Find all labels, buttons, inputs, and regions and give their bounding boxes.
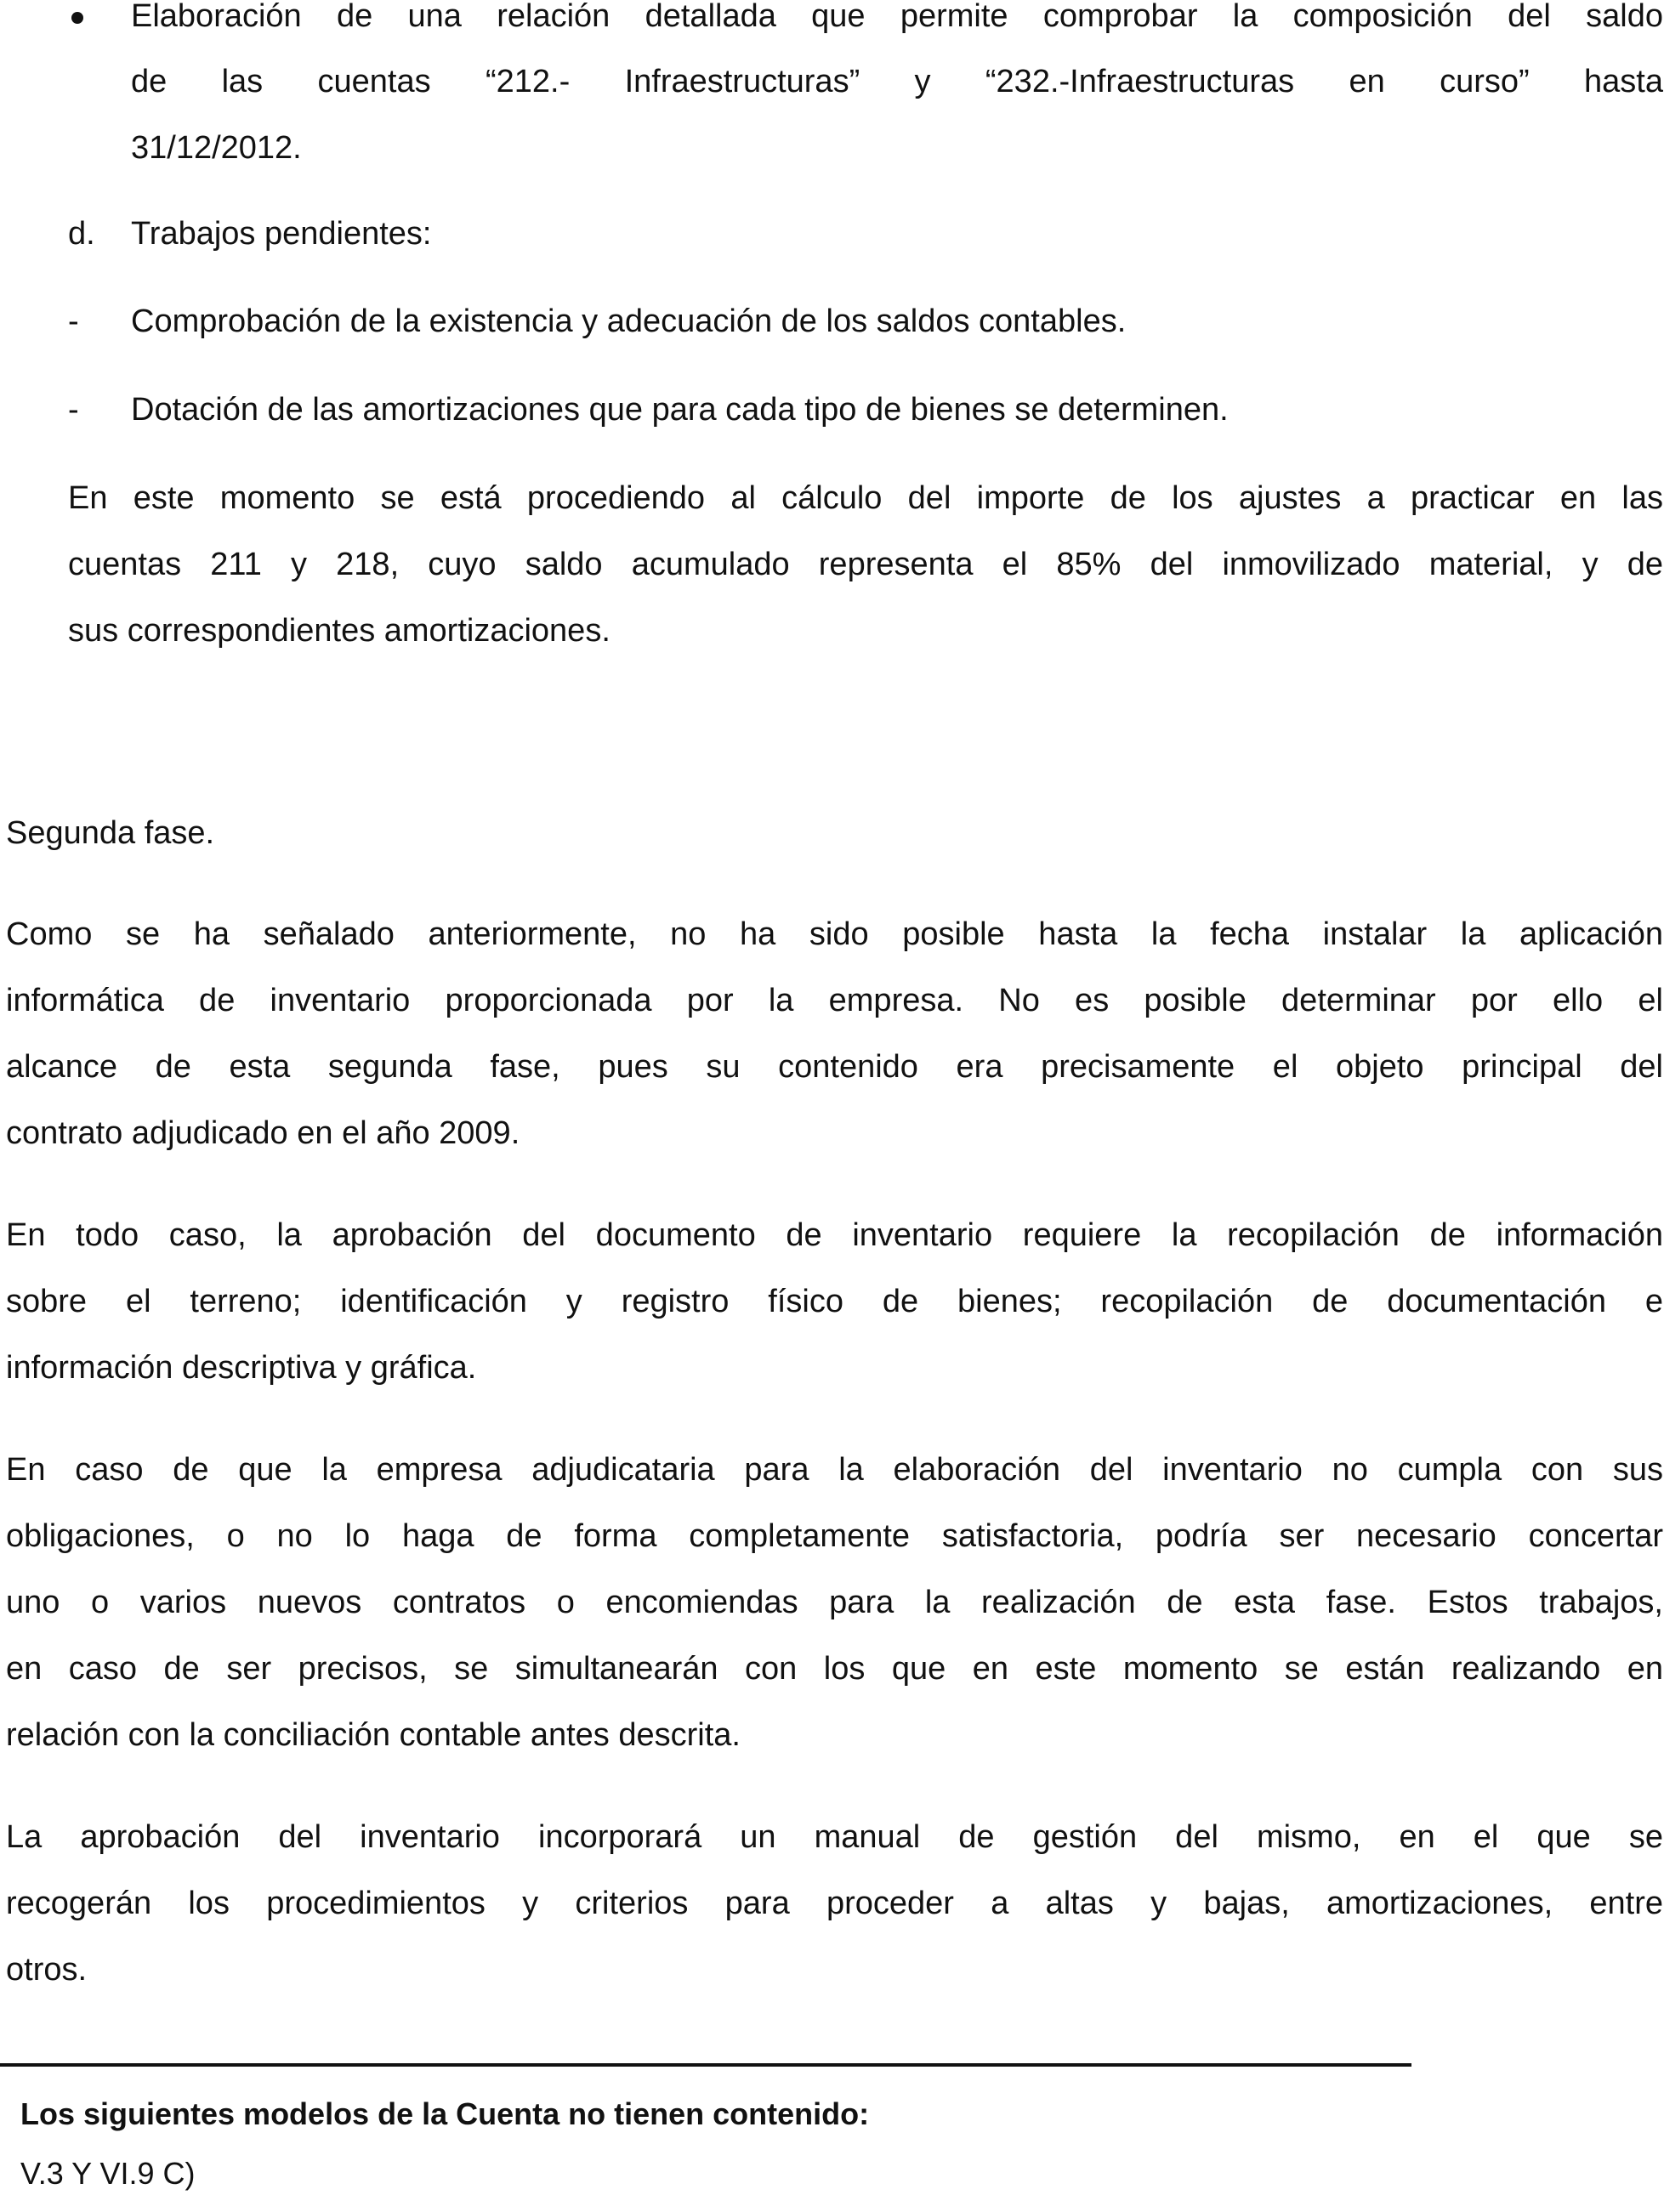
list-item-d-text: Trabajos pendientes: <box>131 216 432 252</box>
list-marker-d: d. <box>68 216 95 252</box>
dash-item-1: Comprobación de la existencia y adecuación de los saldos contables. <box>131 303 1127 339</box>
paragraph-line: otros. <box>6 1952 88 1988</box>
paragraph-line: alcance de esta segunda fase, pues su contenido era precisamente el objeto principal del <box>6 1049 1663 1085</box>
paragraph-line: informática de inventario proporcionada por la empresa. No es posible determinar por ello el <box>6 983 1663 1018</box>
paragraph-line: obligaciones, o no lo haga de forma completamente satisfactoria, podría ser necesario concertar <box>6 1518 1663 1554</box>
paragraph-line: cuentas 211 y 218, cuyo saldo acumulado representa el 85% del inmovilizado material, y de <box>68 547 1663 582</box>
bullet-line-2: de las cuentas “212.- Infraestructuras” y “232.-Infraestructuras en curso” hasta <box>131 64 1663 99</box>
bullet-icon <box>71 12 83 24</box>
paragraph-line: Como se ha señalado anteriormente, no ha sido posible hasta la fecha instalar la aplicación <box>6 916 1663 952</box>
paragraph-line: La aprobación del inventario incorporará un manual de gestión del mismo, en el que se <box>6 1819 1663 1855</box>
footer-divider <box>0 2063 1411 2067</box>
paragraph-line: sobre el terreno; identificación y registro físico de bienes; recopilación de documentación e <box>6 1284 1663 1319</box>
footer-models: V.3 Y VI.9 C) <box>20 2156 196 2191</box>
paragraph-line: uno o varios nuevos contratos o encomiendas para la realización de esta fase. Estos trabajos, <box>6 1585 1663 1620</box>
dash-item-2: Dotación de las amortizaciones que para cada tipo de bienes se determinen. <box>131 392 1229 428</box>
dash-marker: - <box>68 303 79 339</box>
paragraph-line: sus correspondientes amortizaciones. <box>68 613 611 649</box>
paragraph-line: recogerán los procedimientos y criterios para proceder a altas y bajas, amortizaciones, entre <box>6 1886 1663 1921</box>
paragraph-line: información descriptiva y gráfica. <box>6 1350 477 1386</box>
bullet-line-1: Elaboración de una relación detallada que permite comprobar la composición del saldo <box>131 0 1663 34</box>
bullet-line-3: 31/12/2012. <box>131 130 302 166</box>
paragraph-line: En todo caso, la aprobación del documento de inventario requiere la recopilación de información <box>6 1217 1663 1253</box>
paragraph-line: en caso de ser precisos, se simultanearán con los que en este momento se están realizando en <box>6 1651 1663 1687</box>
section-heading: Segunda fase. <box>6 815 215 851</box>
footer-bold-note: Los siguientes modelos de la Cuenta no tienen contenido: <box>20 2096 870 2131</box>
dash-marker: - <box>68 392 79 428</box>
paragraph-line: contrato adjudicado en el año 2009. <box>6 1115 520 1151</box>
paragraph-line: En este momento se está procediendo al cálculo del importe de los ajustes a practicar en las <box>68 480 1663 516</box>
paragraph-line: En caso de que la empresa adjudicataria para la elaboración del inventario no cumpla con sus <box>6 1452 1663 1488</box>
paragraph-line: relación con la conciliación contable antes descrita. <box>6 1717 741 1753</box>
